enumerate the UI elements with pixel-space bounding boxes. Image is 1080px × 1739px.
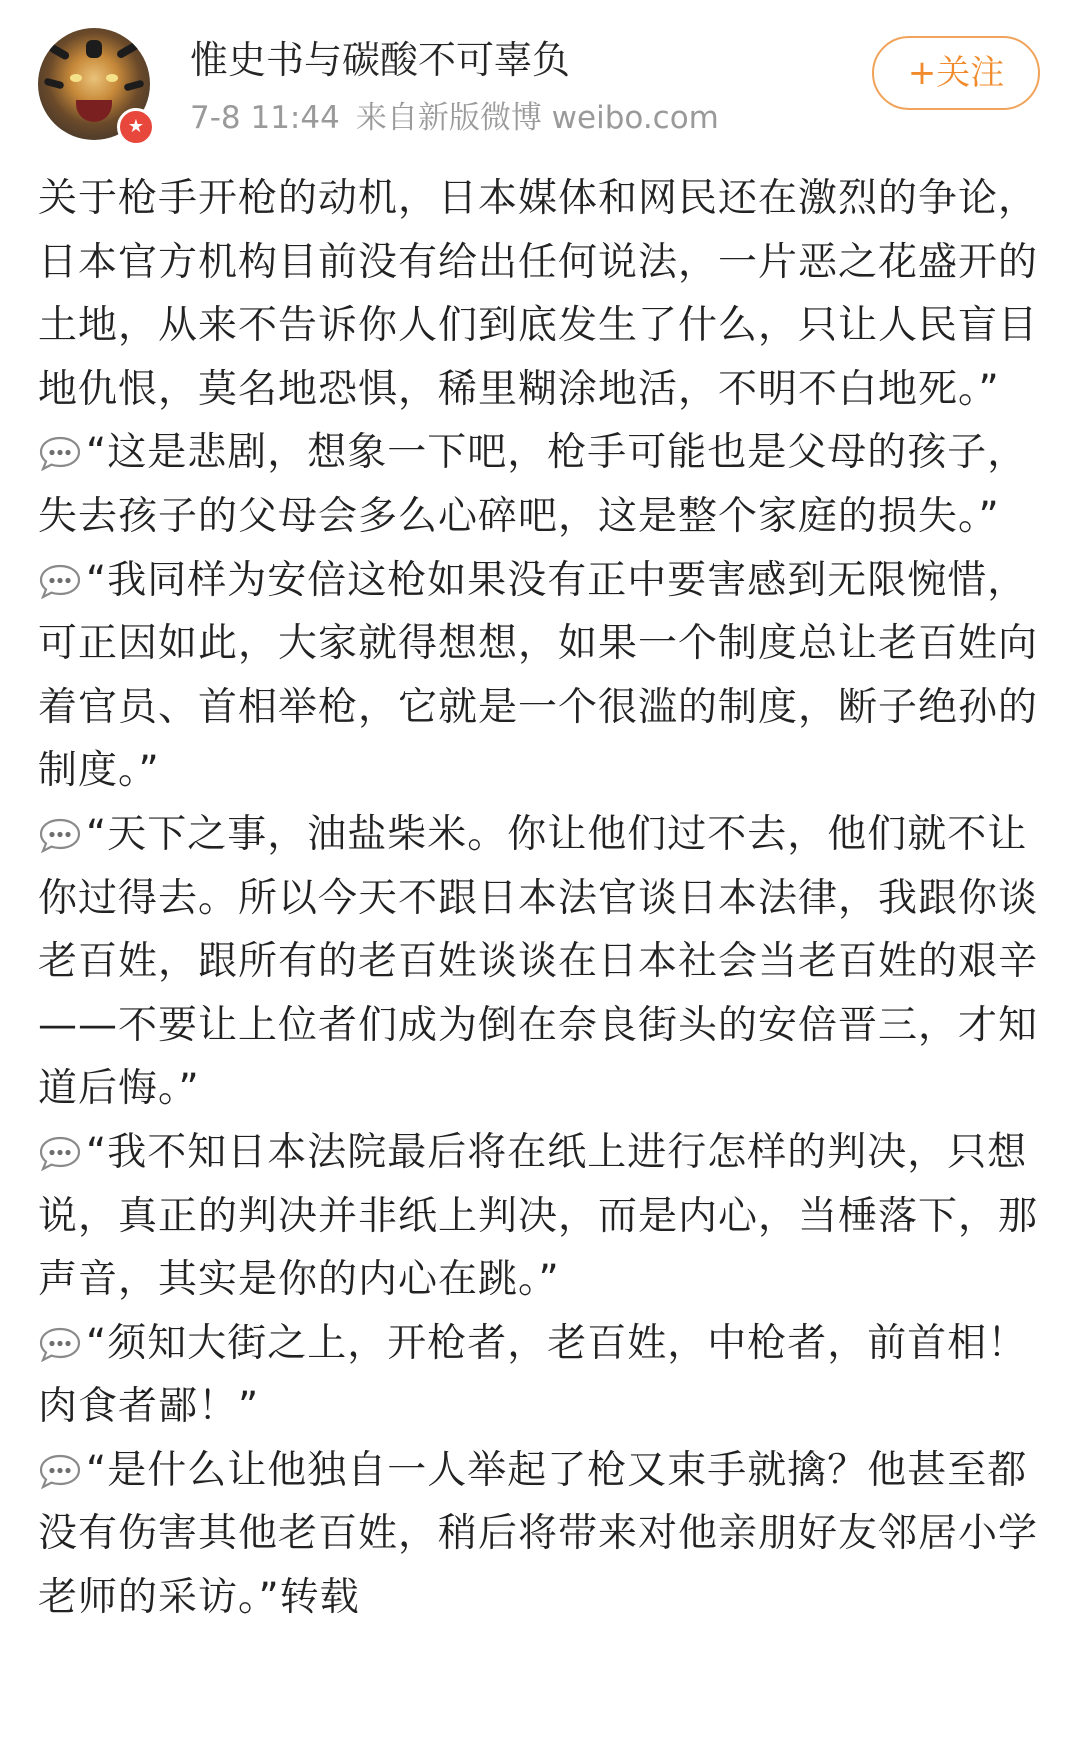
post-paragraph [38,1121,1048,1312]
paragraph-text: 关于枪手开枪的动机，日本媒体和网民还在激烈的争论，日本官方机构目前没有给出任何说法，一片恶之花盛开的土地，从来不告诉你人们到底发生了什么，只让人民盲目地仇恨，莫名地恐惧，稀里糊涂地活，不明不白地死。” [38,176,1039,412]
avatar-stripe [123,80,144,92]
post-meta [190,98,735,138]
speech-bubble-icon [38,1326,82,1362]
avatar-eye [106,74,118,82]
paragraph-text: “须知大街之上，开枪者，老百姓，中枪者，前首相！肉食者鄙！” [38,1320,1028,1430]
paragraph-text: “我同样为安倍这枪如果没有正中要害感到无限惋惜，可正因如此，大家就得想想，如果一个制度总让老百姓向着官员、首相举枪，它就是一个很滥的制度，断子绝孙的制度。” [38,557,1039,794]
verified-badge-icon: ★ [117,108,155,146]
paragraph-text: “是什么让他独自一人举起了枪又束手就擒？他甚至都没有伤害其他老百姓，稍后将带来对他亲朋好友邻居小学老师的采访。”转载 [38,1447,1039,1621]
post-paragraph [38,1439,1048,1630]
author-name[interactable]: 惟史书与碳酸不可辜负 [190,38,571,82]
avatar-stripe [116,41,141,60]
post-header [0,0,1080,150]
post-paragraph [38,549,1048,803]
avatar-eye [70,74,82,82]
paragraph-text: “这是悲剧，想象一下吧，枪手可能也是父母的孩子，失去孩子的父母会多么心碎吧，这是整个家庭的损失。” [38,430,1028,539]
paragraph-text: “我不知日本法院最后将在纸上进行怎样的判决，只想说，真正的判决并非纸上判决，而是内心，当棰落下，那声音，其实是你的内心在跳。” [38,1129,1039,1303]
speech-bubble-icon [38,563,82,599]
post-paragraph [38,421,1048,548]
post-body [38,167,1048,1630]
post-paragraph [38,167,1048,421]
avatar-stripe [47,43,70,61]
speech-bubble-icon [38,435,82,471]
post-time: 7-8 11:44 [190,100,340,136]
avatar-mouth [76,100,112,122]
avatar-stripe [43,78,64,90]
post-source[interactable]: 来自新版微博 weibo.com [355,100,719,136]
post-paragraph [38,1312,1048,1439]
speech-bubble-icon [38,1135,82,1171]
avatar-stripe [86,40,102,58]
speech-bubble-icon [38,1453,82,1489]
follow-button[interactable]: +关注 [872,36,1040,110]
post-paragraph [38,803,1048,1121]
paragraph-text: “天下之事，油盐柴米。你让他们过不去，他们就不让你过得去。所以今天不跟日本法官谈日本法律，我跟你谈老百姓，跟所有的老百姓谈谈在日本社会当老百姓的艰辛——不要让上位者们成为倒在奈良街头的安倍晋三，才知道后悔。” [38,811,1039,1112]
speech-bubble-icon [38,817,82,853]
